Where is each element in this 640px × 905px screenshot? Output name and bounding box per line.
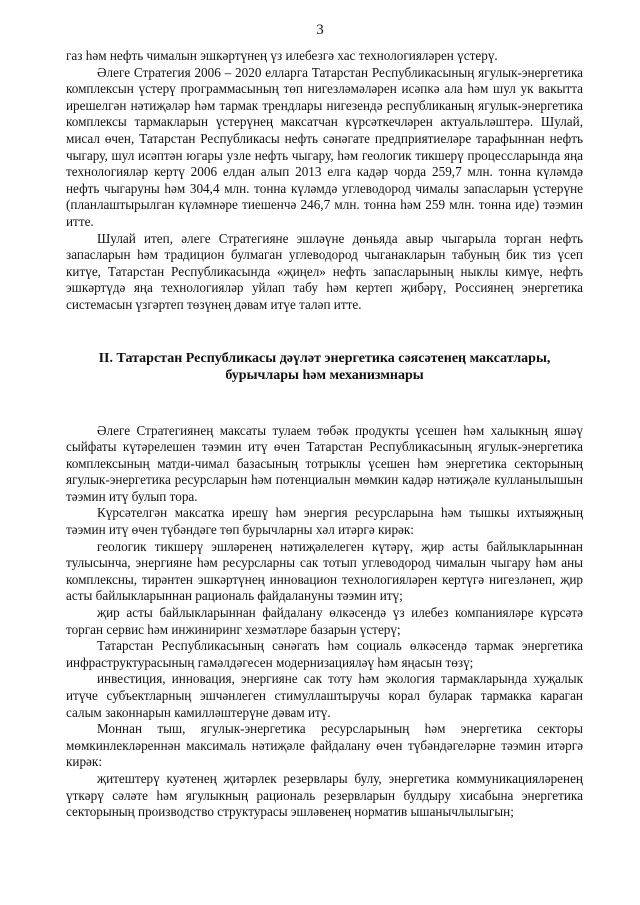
requirement-item-1: җитештерү куәтенең җитәрлек резервлары булу, энергетика коммуникацияләренең үткәрү сәләте һәм ягулыкның рациональ резервларын булдыру хисабына энергетика секторының производство структурасы эшләвенең норматив ышанычлылыгын; (66, 770, 583, 820)
section-paragraph-3: Моннан тыш, ягулык-энергетика ресурсларының һәм энергетика секторы мөмкинлекләреннән максималь нәтиҗәле файдалану өчен түбәндәгеләрне тәэмин итәргә кирәк: (66, 721, 583, 770)
page-number: 3 (316, 22, 324, 38)
intro-paragraph-2: Әлеге Стратегия 2006 – 2020 елларга Татарстан Республикасының ягулык-энергетика комплексын үстерү программасының төп нигезләмәләрен исәпкә ала һәм шул ук вакытта ирешелгән нәтиҗәләр һәм тармак трендлары нигезендә республиканың ягулык-энергетика комплексы тармакларын үстерүнең максатчан күрсәткечләрен актуальләштерә. Шулай, мисал өчен, Татарстан Республикасы нефть сәнәгате предприятиеләре тарафыннан нефть чыгару, шул исәптән югары узле нефть чыгару, һәм геологик тикшерү процессларында яңа технологияләр кертү 2006 елдан алып 2013 елга кадәр чорда 259,7 млн. тонна күләмдә нефть чыгаруны һәм 304,4 млн. тонна күләмдә углеводород чималы запасларын үстерүне (планлаштырылган күләмнәре тиешенчә 246,7 млн. тонна һәм 259 млн. тонна иде) тәэмин итте. (66, 64, 583, 229)
task-item-4: инвестиция, инновация, энергияне сак тоту һәм экология тармакларында хуҗалык итүче субъектларның эшчәнлеген стимуллаштыручы корал буларак тармакка караган салым законнарын камилләштерүне дәвам итү. (66, 671, 583, 720)
task-item-3: Татарстан Республикасының сәнәгать һәм социаль өлкәсендә тармак энергетика инфраструктурасының гамәлдәгесен модернизацияләү һәм яңасын төзү; (66, 638, 583, 670)
section-paragraph-2: Күрсәтелгән максатка ирешү һәм энергия ресурсларына һәм тышкы ихтыяҗның тәэмин итү өчен түбәндәге төп бурычларны хәл итәргә кирәк: (66, 505, 583, 538)
section-body (66, 423, 583, 821)
task-item-2: җир асты байлыкларыннан файдалану өлкәсендә үз илебез компанияләре күрсәтә торган сервис һәм инжиниринг хезмәтләре базарын үстерү; (66, 605, 583, 637)
task-item-1: геологик тикшерү эшләренең нәтиҗәлелеген күтәрү, җир асты байлыкларыннан тулысынча, энергияне һәм ресурсларны сак тотып углеводород чималын чыгару һәм аны комплексны, тирәнтен эшкәртүнең инновацион технологияләрен кертүгә нигезләнеп, җир асты байлыкларыннан рациональ файдалануны тәэмин итү; (66, 538, 583, 604)
section-heading-line-1: II. Татарстан Республикасы дәүләт энергетика сәясәтенең максатлары, (98, 350, 551, 366)
section-heading (66, 350, 583, 385)
section-heading-line-2: бурычлары һәм механизмнары (225, 368, 424, 383)
document-body (66, 48, 583, 821)
section-paragraph-1: Әлеге Стратегиянең максаты тулаем төбәк продукты үсешен һәм халыкның яшәү сыйфаты күтәрелешен тәэмин итү өчен Татарстан Республикасының ягулык-энергетика комплексының матди-чимал базасының тотрыклы үсешен һәм энергетика секторының ягулык-энергетика ресурсларын һәм потенциалын мөмкин кадәр нәтиҗәле кулланылышын тәэмин итү булып тора. (66, 422, 583, 504)
intro-paragraph-1: газ һәм нефть чималын эшкәртүнең үз илебезгә хас технологияләрен үстерү. (66, 48, 498, 63)
intro-paragraph-3: Шулай итеп, әлеге Стратегияне эшләүне дөньяда авыр чыгарыла торган нефть запасларын һәм традицион булмаган углеводород чыганакларын табуның бик тиз үсеп китүе, Татарстан Республикасында «җиңел» нефть запасларының ныклы кимүе, нефть эшкәртүдә яңа технологияләр уйлап табу һәм кертеп җибәрү, Россиянең энергетика системасын үзгәртеп төзүнең дәвам итүе таләп итте. (66, 230, 583, 312)
